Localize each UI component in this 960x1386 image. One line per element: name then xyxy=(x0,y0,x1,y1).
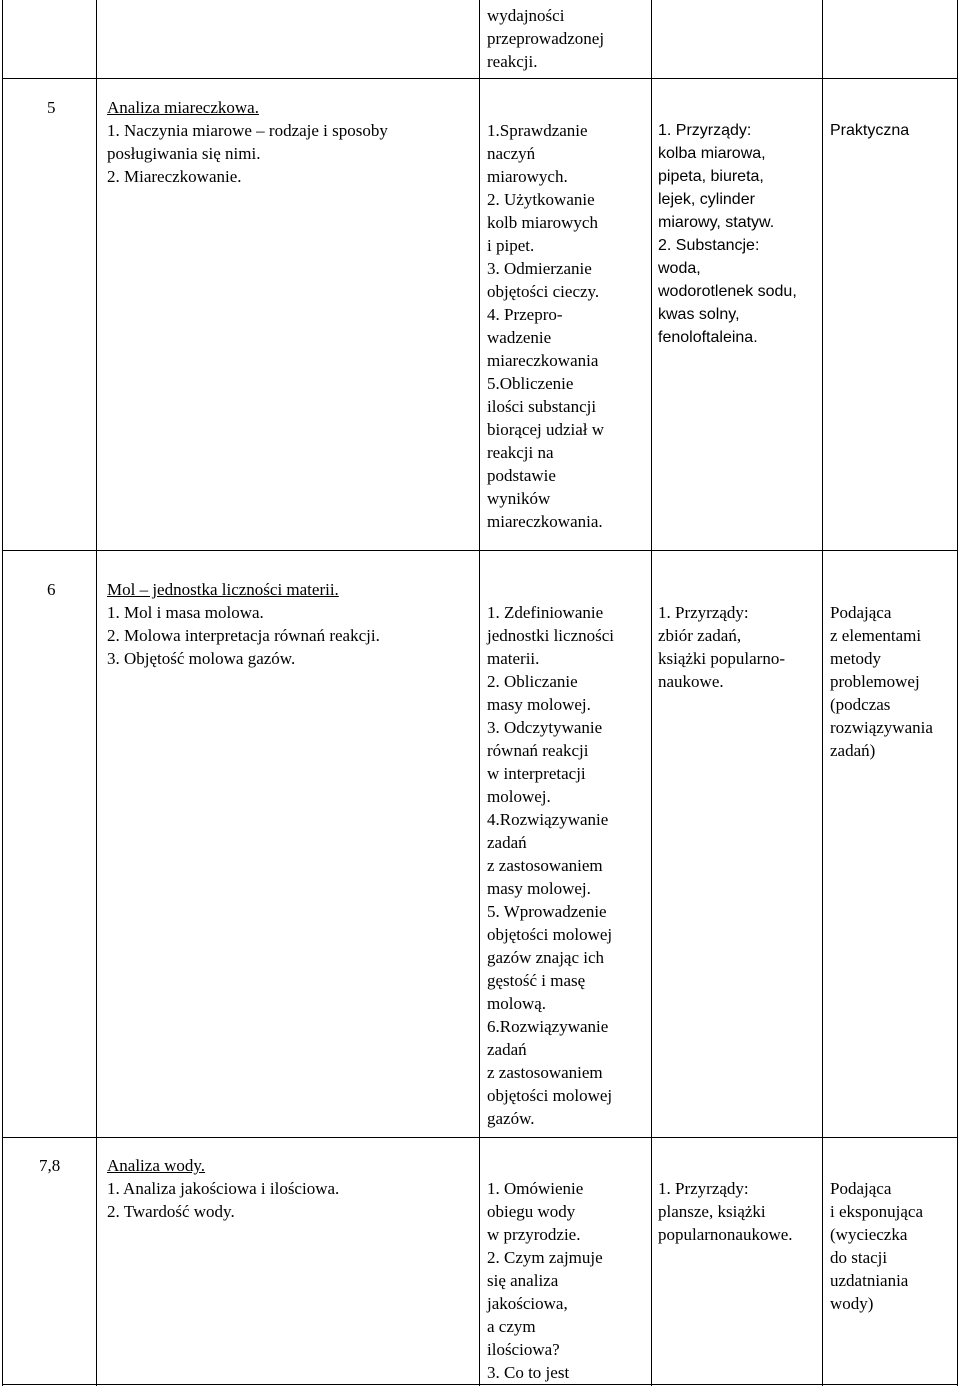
row0-objectives-line: przeprowadzonej xyxy=(487,29,605,48)
row1-topic-title: Analiza miareczkowa. xyxy=(107,98,259,117)
row1-objectives-line: miarowych. xyxy=(487,167,568,186)
row1-objectives-line: naczyń xyxy=(487,144,536,163)
row0-objectives xyxy=(487,4,604,73)
row2-objectives-line: jednostki liczności xyxy=(487,626,615,645)
row2-method-line: metody xyxy=(830,649,881,668)
row2-topic xyxy=(107,578,380,670)
row2-resources-line: naukowe. xyxy=(658,672,724,691)
row3-objectives-line: obiegu wody xyxy=(487,1202,576,1221)
row1-objectives-line: miareczkowania xyxy=(487,351,599,370)
row3-objectives-line: się analiza xyxy=(487,1271,559,1290)
row2-objectives-line: objętości molowej xyxy=(487,1086,613,1105)
row1-topic-line: 1. Naczynia miarowe – rodzaje i sposoby xyxy=(107,121,388,140)
row2-objectives xyxy=(487,601,614,1130)
row2-objectives-line: 5. Wprowadzenie xyxy=(487,902,607,921)
row3-objectives-line: 3. Co to jest xyxy=(487,1363,570,1382)
row2-objectives-line: materii. xyxy=(487,649,540,668)
row2-objectives-line: 4.Rozwiązywanie xyxy=(487,810,609,829)
row3-method-line: wody) xyxy=(830,1294,874,1313)
row3-objectives-line: 2. Czym zajmuje xyxy=(487,1248,603,1267)
row2-objectives-line: objętości molowej xyxy=(487,925,613,944)
row3-objectives-line: jakościowa, xyxy=(487,1294,568,1313)
row1-objectives-line: biorącej udział w xyxy=(487,420,605,439)
row1-objectives-line: miareczkowania. xyxy=(487,512,603,531)
row1-method xyxy=(830,119,909,142)
row1-objectives-line: 1.Sprawdzanie xyxy=(487,121,588,140)
row1-resources xyxy=(658,119,797,349)
row1-method-line: Praktyczna xyxy=(830,122,910,139)
table-border-col5 xyxy=(822,0,823,1386)
row3-resources-line: popularnonaukowe. xyxy=(658,1225,793,1244)
row3-topic xyxy=(107,1154,339,1223)
row2-objectives-line: z zastosowaniem xyxy=(487,1063,603,1082)
row2-objectives-line: z zastosowaniem xyxy=(487,856,603,875)
row2-objectives-line: zadań xyxy=(487,833,527,852)
row1-resources-line: pipeta, biureta, xyxy=(658,168,764,185)
row2-number: 6 xyxy=(47,580,56,599)
row2-topic-line: 1. Mol i masa molowa. xyxy=(107,603,264,622)
row1-topic-line: posługiwania się nimi. xyxy=(107,144,261,163)
row1-resources-line: wodorotlenek sodu, xyxy=(658,283,797,300)
row3-method-line: (wycieczka xyxy=(830,1225,908,1244)
row3-method-line: Podająca xyxy=(830,1179,892,1198)
row2-topic-line: 3. Objętość molowa gazów. xyxy=(107,649,296,668)
table-border-bottom xyxy=(2,1384,958,1385)
row2-objectives-line: 3. Odczytywanie xyxy=(487,718,603,737)
row2-objectives-line: zadań xyxy=(487,1040,527,1059)
table-row-divider-2 xyxy=(2,550,958,551)
row2-resources-line: książki popularno- xyxy=(658,649,785,668)
row3-resources-line: 1. Przyrządy: xyxy=(658,1179,749,1198)
row3-objectives xyxy=(487,1177,603,1384)
row1-objectives-line: wadzenie xyxy=(487,328,552,347)
row2-method-line: rozwiązywania xyxy=(830,718,933,737)
row3-topic-line: 2. Twardość wody. xyxy=(107,1202,235,1221)
row1-objectives xyxy=(487,119,604,533)
row2-method-line: zadań) xyxy=(830,741,876,760)
row2-resources-line: 1. Przyrządy: xyxy=(658,603,749,622)
row1-resources-line: lejek, cylinder xyxy=(658,191,755,208)
row3-resources-line: plansze, książki xyxy=(658,1202,766,1221)
row2-method-line: (podczas xyxy=(830,695,891,714)
row2-method-line: z elementami xyxy=(830,626,922,645)
row1-resources-line: woda, xyxy=(658,260,701,277)
row2-objectives-line: 2. Obliczanie xyxy=(487,672,578,691)
row1-objectives-line: reakcji na xyxy=(487,443,554,462)
row2-topic-title: Mol – jednostka liczności materii. xyxy=(107,580,339,599)
row2-objectives-line: gęstość i masę xyxy=(487,971,586,990)
row2-objectives-line: masy molowej. xyxy=(487,695,591,714)
table-border-col3 xyxy=(479,0,480,1386)
row1-resources-line: 2. Substancje: xyxy=(658,237,760,254)
row1-resources-line: miarowy, statyw. xyxy=(658,214,775,231)
table-border-col4 xyxy=(651,0,652,1386)
table-border-left xyxy=(2,0,3,1386)
row3-method-line: do stacji xyxy=(830,1248,888,1267)
row1-objectives-line: objętości cieczy. xyxy=(487,282,600,301)
row1-resources-line: fenoloftaleina. xyxy=(658,329,758,346)
table-border-right xyxy=(957,0,958,1386)
row2-objectives-line: równań reakcji xyxy=(487,741,589,760)
row2-method-line: problemowej xyxy=(830,672,920,691)
row1-objectives-line: 3. Odmierzanie xyxy=(487,259,592,278)
row1-objectives-line: 5.Obliczenie xyxy=(487,374,574,393)
row3-objectives-line: a czym xyxy=(487,1317,536,1336)
row2-method xyxy=(830,601,933,762)
row3-method xyxy=(830,1177,923,1315)
row1-resources-line: kolba miarowa, xyxy=(658,145,766,162)
row0-objectives-line: wydajności xyxy=(487,6,565,25)
row3-topic-title: Analiza wody. xyxy=(107,1156,206,1175)
row1-resources-line: 1. Przyrządy: xyxy=(658,122,752,139)
row3-method-line: uzdatniania xyxy=(830,1271,909,1290)
table-border-col2 xyxy=(96,0,97,1386)
row3-resources xyxy=(658,1177,793,1246)
row3-objectives-line: ilościowa? xyxy=(487,1340,560,1359)
row3-number: 7,8 xyxy=(39,1156,61,1175)
row1-objectives-line: ilości substancji xyxy=(487,397,597,416)
row2-resources-line: zbiór zadań, xyxy=(658,626,742,645)
row2-method-line: Podająca xyxy=(830,603,892,622)
row1-resources-line: kwas solny, xyxy=(658,306,740,323)
row2-objectives-line: 6.Rozwiązywanie xyxy=(487,1017,609,1036)
row3-objectives-line: w przyrodzie. xyxy=(487,1225,581,1244)
row2-objectives-line: molowej. xyxy=(487,787,551,806)
row3-topic-line: 1. Analiza jakościowa i ilościowa. xyxy=(107,1179,340,1198)
row0-objectives-line: reakcji. xyxy=(487,52,538,71)
row1-topic xyxy=(107,96,388,188)
row2-topic-line: 2. Molowa interpretacja równań reakcji. xyxy=(107,626,380,645)
row1-objectives-line: kolb miarowych xyxy=(487,213,598,232)
row1-number: 5 xyxy=(47,98,56,117)
row1-objectives-line: wyników xyxy=(487,489,551,508)
row1-objectives-line: i pipet. xyxy=(487,236,535,255)
table-row-divider-1 xyxy=(2,78,958,79)
row2-objectives-line: gazów znając ich xyxy=(487,948,605,967)
row2-resources xyxy=(658,601,785,693)
row1-objectives-line: podstawie xyxy=(487,466,556,485)
row2-objectives-line: w interpretacji xyxy=(487,764,586,783)
row3-method-line: i eksponująca xyxy=(830,1202,923,1221)
row1-objectives-line: 4. Przepro- xyxy=(487,305,563,324)
row3-objectives-line: 1. Omówienie xyxy=(487,1179,584,1198)
row2-objectives-line: gazów. xyxy=(487,1109,535,1128)
row2-objectives-line: 1. Zdefiniowanie xyxy=(487,603,604,622)
row2-objectives-line: molową. xyxy=(487,994,547,1013)
row1-objectives-line: 2. Użytkowanie xyxy=(487,190,595,209)
table-row-divider-3 xyxy=(2,1137,958,1138)
row2-objectives-line: masy molowej. xyxy=(487,879,591,898)
row1-topic-line: 2. Miareczkowanie. xyxy=(107,167,242,186)
